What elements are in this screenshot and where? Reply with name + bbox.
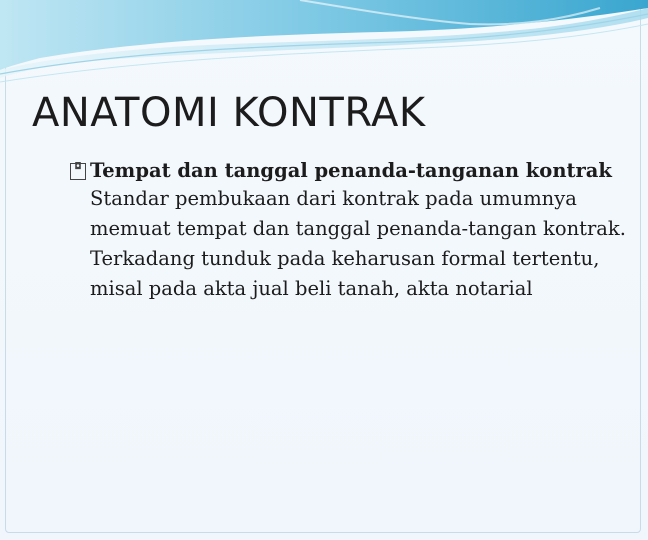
bullet-item [70, 158, 630, 184]
bullet-heading: Tempat dan tanggal penanda-tanganan kontrak [90, 159, 612, 182]
slide-content [70, 158, 630, 304]
body-paragraph: Standar pembukaan dari kontrak pada umumnya memuat tempat dan tanggal penanda-tangan kontrak. Terkadang tunduk pada keharusan formal tertentu, misal pada akta jual beli tanah, akta notarial [90, 187, 626, 300]
header-wave-decoration [0, 0, 648, 90]
slide-title: ANATOMI KONTRAK [32, 90, 426, 136]
bullet-glyph-icon: ◘ [70, 163, 86, 180]
